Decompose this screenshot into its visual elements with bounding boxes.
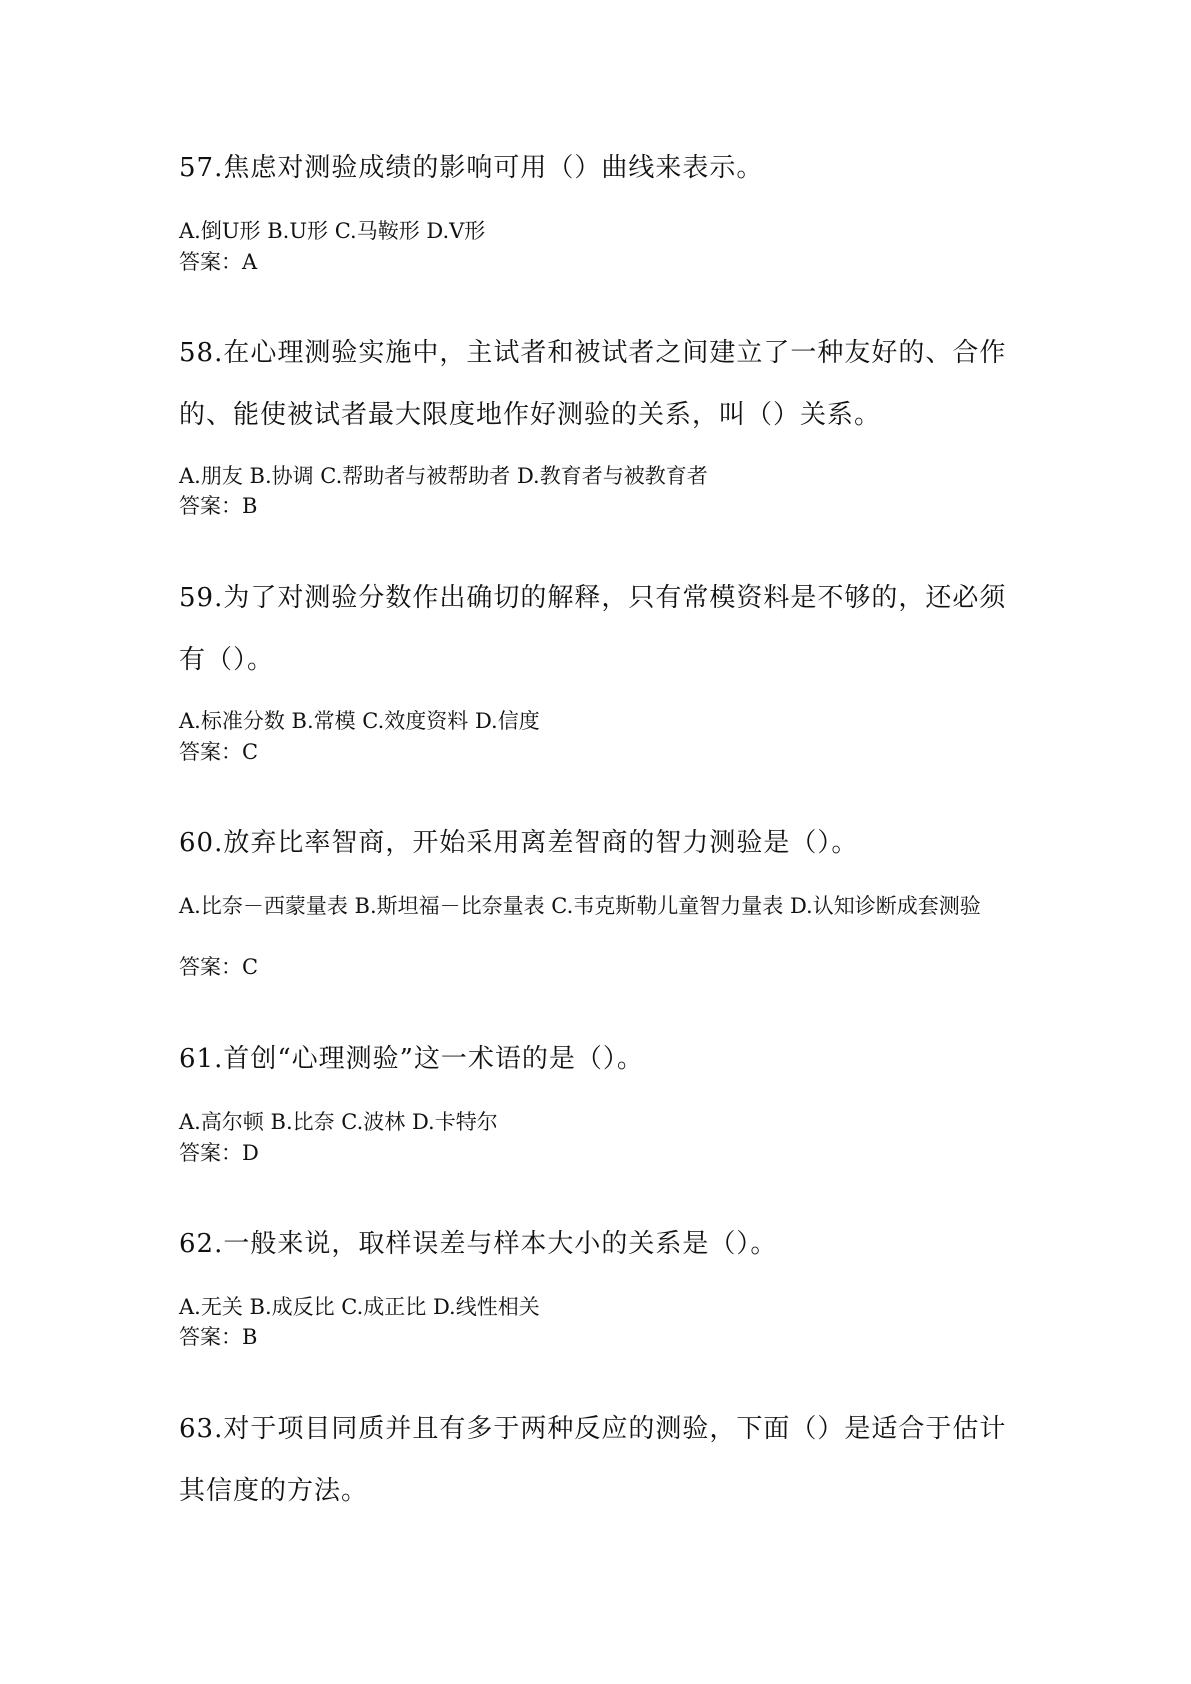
answer-61: 答案：D (179, 1141, 259, 1165)
answer-59: 答案：C (179, 740, 259, 764)
question-60: 60.放弃比率智商，开始采用离差智商的智力测验是（）。 (179, 828, 859, 858)
answer-62: 答案：B (179, 1325, 258, 1349)
options-57: A.倒U形 B.U形 C.马鞍形 D.V形 (179, 219, 486, 243)
question-57: 57.焦虑对测验成绩的影响可用（）曲线来表示。 (179, 153, 764, 183)
question-58: 58.在心理测验实施中，主试者和被试者之间建立了一种友好的、合作的、能使被试者最大限度地作好测验的关系，叫（）关系。 (179, 338, 1007, 430)
options-62: A.无关 B.成反比 C.成正比 D.线性相关 (179, 1295, 540, 1319)
answer-57: 答案：A (179, 250, 258, 274)
answer-58: 答案：B (179, 494, 258, 518)
question-59: 59.为了对测验分数作出确切的解释，只有常模资料是不够的，还必须有（）。 (179, 583, 1007, 675)
question-61: 61.首创“心理测验”这一术语的是（）。 (179, 1044, 644, 1074)
options-60: A.比奈－西蒙量表 B.斯坦福－比奈量表 C.韦克斯勒儿童智力量表 D.认知诊断成套测验 (179, 894, 981, 918)
question-63: 63.对于项目同质并且有多于两种反应的测验，下面（）是适合于估计其信度的方法。 (179, 1414, 1007, 1506)
options-58: A.朋友 B.协调 C.帮助者与被帮助者 D.教育者与被教育者 (179, 464, 708, 488)
options-59: A.标准分数 B.常模 C.效度资料 D.信度 (179, 709, 540, 733)
question-62: 62.一般来说，取样误差与样本大小的关系是（）。 (179, 1229, 778, 1259)
options-61: A.高尔顿 B.比奈 C.波林 D.卡特尔 (179, 1110, 498, 1134)
answer-60: 答案：C (179, 955, 259, 979)
